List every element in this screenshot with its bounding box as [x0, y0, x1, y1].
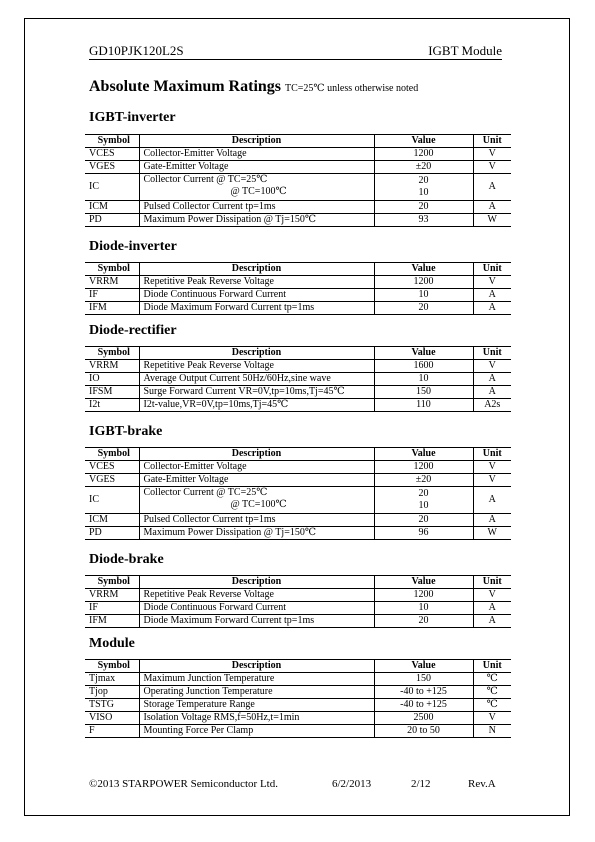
value-cell: 110 — [374, 399, 473, 412]
unit-cell: W — [473, 214, 511, 227]
value-line: 20 — [418, 175, 429, 186]
value-cell: 1200 — [374, 148, 473, 161]
value-cell: 150 — [374, 673, 473, 686]
value-cell: 20 — [374, 201, 473, 214]
column-header: Description — [139, 347, 374, 360]
description-cell: Diode Maximum Forward Current tp=1ms — [139, 302, 374, 315]
symbol-cell: IO — [85, 373, 139, 386]
unit-cell: A — [473, 289, 511, 302]
value-cell: 1200 — [374, 276, 473, 289]
column-header: Symbol — [85, 660, 139, 673]
column-header: Symbol — [85, 576, 139, 589]
unit-cell: V — [473, 474, 511, 487]
value-line: 10 — [418, 500, 429, 511]
description-line: @ TC=100℃ — [230, 499, 287, 510]
description-cell: Gate-Emitter Voltage — [139, 474, 374, 487]
table-row — [85, 527, 511, 540]
table-row — [85, 725, 511, 738]
unit-cell: V — [473, 276, 511, 289]
description-cell: Average Output Current 50Hz/60Hz,sine wave — [139, 373, 374, 386]
footer-rev: Rev.A — [468, 778, 496, 790]
symbol-cell: ICM — [85, 201, 139, 214]
table-header-row — [85, 263, 511, 276]
table-diode-brake — [85, 575, 511, 628]
unit-cell: A — [473, 302, 511, 315]
value-cell: -40 to +125 — [374, 699, 473, 712]
column-header: Value — [374, 660, 473, 673]
column-header: Unit — [473, 576, 511, 589]
title-note: TC=25℃ unless otherwise noted — [285, 83, 419, 94]
value-cell: 10 — [374, 289, 473, 302]
value-cell: 150 — [374, 386, 473, 399]
symbol-cell: VRRM — [85, 360, 139, 373]
value-cell — [374, 487, 473, 514]
table-header-row — [85, 135, 511, 148]
table-row — [85, 373, 511, 386]
table-igbt-brake — [85, 447, 511, 540]
table-header-row — [85, 660, 511, 673]
unit-cell: ℃ — [473, 673, 511, 686]
description-cell: Maximum Power Dissipation @ Tj=150℃ — [139, 527, 374, 540]
module-type: IGBT Module — [428, 43, 502, 58]
value-cell: 20 — [374, 302, 473, 315]
value-cell: 96 — [374, 527, 473, 540]
unit-cell: A — [473, 602, 511, 615]
unit-cell: A — [473, 373, 511, 386]
description-cell: Pulsed Collector Current tp=1ms — [139, 201, 374, 214]
description-cell: Storage Temperature Range — [139, 699, 374, 712]
table-row — [85, 399, 511, 412]
column-header: Unit — [473, 135, 511, 148]
table-row — [85, 174, 511, 201]
table-header-row — [85, 347, 511, 360]
value-cell — [374, 174, 473, 201]
column-header: Symbol — [85, 448, 139, 461]
symbol-cell: VRRM — [85, 276, 139, 289]
symbol-cell: I2t — [85, 399, 139, 412]
table-row — [85, 276, 511, 289]
description-cell — [139, 174, 374, 201]
column-header: Symbol — [85, 263, 139, 276]
table-row — [85, 615, 511, 628]
value-cell: 2500 — [374, 712, 473, 725]
unit-cell: A — [473, 487, 511, 514]
symbol-cell: VGES — [85, 474, 139, 487]
description-cell: Collector-Emitter Voltage — [139, 148, 374, 161]
value-cell: ±20 — [374, 161, 473, 174]
symbol-cell: IC — [85, 174, 139, 201]
description-cell: Operating Junction Temperature — [139, 686, 374, 699]
section-title-module: Module — [89, 636, 135, 651]
description-line: Collector Current @ TC=25℃ — [143, 487, 268, 498]
unit-cell: W — [473, 527, 511, 540]
description-line: @ TC=100℃ — [230, 186, 287, 197]
description-cell: Diode Continuous Forward Current — [139, 602, 374, 615]
unit-cell: V — [473, 461, 511, 474]
section-title-diode-brake: Diode-brake — [89, 552, 164, 567]
unit-cell: A2s — [473, 399, 511, 412]
table-row — [85, 686, 511, 699]
symbol-cell: IFSM — [85, 386, 139, 399]
table-row — [85, 602, 511, 615]
symbol-cell: Tjop — [85, 686, 139, 699]
unit-cell: ℃ — [473, 699, 511, 712]
value-cell: 10 — [374, 602, 473, 615]
table-header-row — [85, 448, 511, 461]
part-number: GD10PJK120L2S — [89, 43, 184, 58]
symbol-cell: IFM — [85, 615, 139, 628]
symbol-cell: VCES — [85, 148, 139, 161]
value-cell: 1200 — [374, 461, 473, 474]
table-row — [85, 514, 511, 527]
column-header: Value — [374, 263, 473, 276]
table-row — [85, 712, 511, 725]
description-cell: Maximum Junction Temperature — [139, 673, 374, 686]
table-row — [85, 699, 511, 712]
value-cell: 1600 — [374, 360, 473, 373]
symbol-cell: Tjmax — [85, 673, 139, 686]
table-row — [85, 461, 511, 474]
symbol-cell: ICM — [85, 514, 139, 527]
description-cell: Mounting Force Per Clamp — [139, 725, 374, 738]
page-header — [89, 43, 502, 60]
column-header: Symbol — [85, 347, 139, 360]
value-cell: 93 — [374, 214, 473, 227]
table-module — [85, 659, 511, 738]
unit-cell: A — [473, 514, 511, 527]
section-title-diode-rectifier: Diode-rectifier — [89, 323, 177, 338]
value-cell: -40 to +125 — [374, 686, 473, 699]
column-header: Description — [139, 660, 374, 673]
column-header: Unit — [473, 448, 511, 461]
table-row — [85, 302, 511, 315]
description-cell: Isolation Voltage RMS,f=50Hz,t=1min — [139, 712, 374, 725]
symbol-cell: VRRM — [85, 589, 139, 602]
description-cell: Collector-Emitter Voltage — [139, 461, 374, 474]
description-cell: I2t-value,VR=0V,tp=10ms,Tj=45℃ — [139, 399, 374, 412]
column-header: Unit — [473, 347, 511, 360]
symbol-cell: VISO — [85, 712, 139, 725]
footer-page: 2/12 — [411, 778, 431, 790]
unit-cell: A — [473, 201, 511, 214]
table-row — [85, 386, 511, 399]
column-header: Value — [374, 576, 473, 589]
column-header: Value — [374, 347, 473, 360]
table-diode-inverter — [85, 262, 511, 315]
symbol-cell: VCES — [85, 461, 139, 474]
table-row — [85, 148, 511, 161]
column-header: Description — [139, 135, 374, 148]
table-row — [85, 360, 511, 373]
column-header: Unit — [473, 263, 511, 276]
table-row — [85, 289, 511, 302]
unit-cell: A — [473, 615, 511, 628]
symbol-cell: PD — [85, 214, 139, 227]
table-row — [85, 201, 511, 214]
symbol-cell: IC — [85, 487, 139, 514]
value-line: 10 — [418, 187, 429, 198]
section-title-igbt-brake: IGBT-brake — [89, 424, 163, 439]
value-line: 20 — [418, 488, 429, 499]
page-title: Absolute Maximum Ratings TC=25℃ unless otherwise noted — [89, 78, 419, 95]
symbol-cell: IF — [85, 602, 139, 615]
unit-cell: V — [473, 161, 511, 174]
table-row — [85, 589, 511, 602]
column-header: Description — [139, 448, 374, 461]
unit-cell: V — [473, 360, 511, 373]
section-title-diode-inverter: Diode-inverter — [89, 239, 177, 254]
symbol-cell: IFM — [85, 302, 139, 315]
description-cell: Repetitive Peak Reverse Voltage — [139, 360, 374, 373]
footer-copyright: ©2013 STARPOWER Semiconductor Ltd. — [89, 778, 278, 790]
symbol-cell: VGES — [85, 161, 139, 174]
column-header: Value — [374, 135, 473, 148]
column-header: Unit — [473, 660, 511, 673]
symbol-cell: F — [85, 725, 139, 738]
description-cell: Surge Forward Current VR=0V,tp=10ms,Tj=45℃ — [139, 386, 374, 399]
unit-cell: V — [473, 712, 511, 725]
column-header: Description — [139, 576, 374, 589]
description-cell: Gate-Emitter Voltage — [139, 161, 374, 174]
column-header: Symbol — [85, 135, 139, 148]
table-diode-rectifier — [85, 346, 511, 412]
unit-cell: A — [473, 386, 511, 399]
description-cell: Pulsed Collector Current tp=1ms — [139, 514, 374, 527]
unit-cell: A — [473, 174, 511, 201]
symbol-cell: PD — [85, 527, 139, 540]
table-row — [85, 214, 511, 227]
unit-cell: V — [473, 148, 511, 161]
value-cell: 20 — [374, 514, 473, 527]
column-header: Description — [139, 263, 374, 276]
description-cell: Maximum Power Dissipation @ Tj=150℃ — [139, 214, 374, 227]
section-title-igbt-inverter: IGBT-inverter — [89, 110, 176, 125]
value-cell: 10 — [374, 373, 473, 386]
value-cell: 1200 — [374, 589, 473, 602]
symbol-cell: IF — [85, 289, 139, 302]
table-header-row — [85, 576, 511, 589]
description-cell: Diode Maximum Forward Current tp=1ms — [139, 615, 374, 628]
unit-cell: V — [473, 589, 511, 602]
table-row — [85, 474, 511, 487]
description-cell: Repetitive Peak Reverse Voltage — [139, 276, 374, 289]
value-cell: 20 — [374, 615, 473, 628]
unit-cell: ℃ — [473, 686, 511, 699]
description-cell — [139, 487, 374, 514]
table-row — [85, 487, 511, 514]
description-cell: Diode Continuous Forward Current — [139, 289, 374, 302]
value-cell: 20 to 50 — [374, 725, 473, 738]
symbol-cell: TSTG — [85, 699, 139, 712]
footer-date: 6/2/2013 — [332, 778, 372, 790]
table-row — [85, 161, 511, 174]
description-cell: Repetitive Peak Reverse Voltage — [139, 589, 374, 602]
value-cell: ±20 — [374, 474, 473, 487]
column-header: Value — [374, 448, 473, 461]
unit-cell: N — [473, 725, 511, 738]
description-line: Collector Current @ TC=25℃ — [143, 174, 268, 185]
table-igbt-inverter — [85, 134, 511, 227]
table-row — [85, 673, 511, 686]
